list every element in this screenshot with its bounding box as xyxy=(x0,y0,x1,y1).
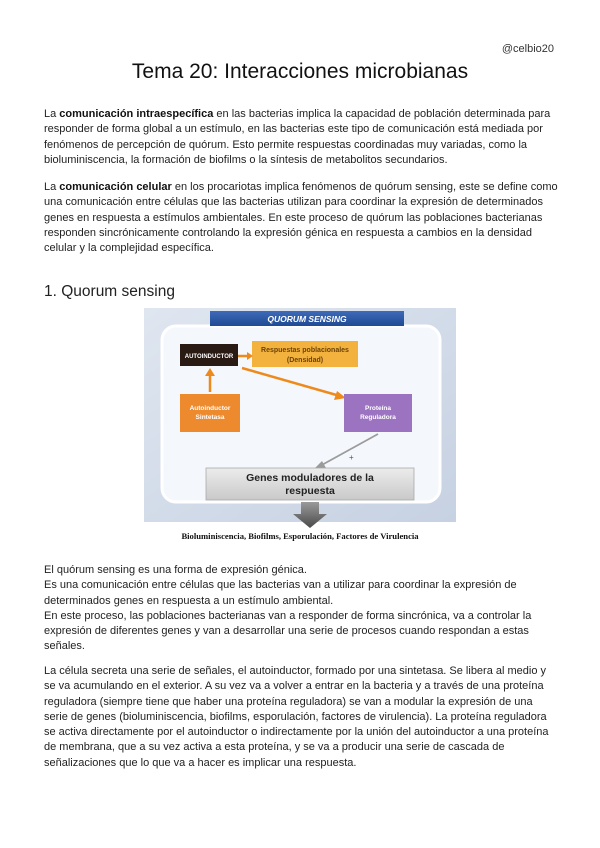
proteina-label-1: Proteína xyxy=(364,405,392,412)
proteina-label-2: Reguladora xyxy=(360,414,396,421)
autoinductor-label: AUTOINDUCTOR xyxy=(184,354,234,360)
term-cellular: comunicación celular xyxy=(59,181,172,193)
body-paragraph-4: La célula secreta una serie de señales, el autoinductor, formado por una sintetasa. Se libera al medio y se va acumulando en el exterior. A su vez va a volver a entrar en la bacteria y a través de una proteína reguladora (siempre tiene que haber una proteína reguladora) se van a modular la expresión de una serie de genes (bioluminiscencia, biofilms, esporulación, factores de virulencia). La proteína reguladora se activa directamente por el autoinductor o indirectamente por la unión del autoinductor a una proteína de membrana, que a su vez activa a esta proteína, y se va a producir una serie de cascada de señalizaciones que lo que va a hacer es implicar una respuesta. xyxy=(44,665,549,769)
intro-paragraph-1: La comunicación intraespecífica en las bacterias implica la capacidad de población determinada para responder de forma global a un estímulo, en las bacterias este tipo de comunicación está mediada por fenómenos de percepción de quórum. Esto permite respuestas coordinadas muy variadas, como la bioluminiscencia, la formación de biofilms o la síntesis de metabolitos secundarios. xyxy=(44,108,551,166)
sintetasa-label-1: Autoinductor xyxy=(189,405,231,412)
genes-label-2: respuesta xyxy=(285,485,335,497)
quorum-sensing-diagram xyxy=(144,308,456,544)
genes-label-1: Genes moduladores de la xyxy=(246,472,374,484)
proteina-box xyxy=(344,394,412,432)
page-title: Tema 20: Interacciones microbianas xyxy=(131,60,469,83)
section-heading-quorum: 1. Quorum sensing xyxy=(44,283,175,300)
p3-line-2: Es una comunicación entre células que las bacterias van a utilizar para coordinar la expresión de determinados genes en respuesta a un estímulo ambiental. xyxy=(44,579,517,607)
banner-label: QUORUM SENSING xyxy=(267,314,347,324)
respuestas-label-2: (Densidad) xyxy=(286,357,324,364)
p3-line-3: En este proceso, las poblaciones bacterianas van a responder de forma sincrónica, va a controlar la expresión de diferentes genes y van a desarrollar una serie de procesos cuando respondan a estas señales. xyxy=(44,609,532,653)
term-intraspecific: comunicación intraespecífica xyxy=(59,108,214,120)
sintetasa-box xyxy=(180,394,240,432)
plus-sign: + xyxy=(349,453,354,462)
respuestas-label-1: Respuestas poblacionales xyxy=(261,347,349,354)
intro-paragraph-2: La comunicación celular en los procariotas implica fenómenos de quórum sensing, este se define como una comunicación entre células que las bacterias utilizan para coordinar la expresión de determinados genes en respuesta a estímulos ambientales. En este proceso de quórum las poblaciones bacterianas responden sincrónicamente controlando la expresión génica en respuesta a cambios en la densidad celular y la complejidad específica. xyxy=(44,181,558,255)
body-paragraph-3 xyxy=(44,563,559,655)
p3-line-1: El quórum sensing es una forma de expresión génica. xyxy=(44,564,307,576)
figure-caption: Bioluminiscencia, Biofilms, Esporulación, Factores de Virulencia xyxy=(181,531,419,541)
sintetasa-label-2: Sintetasa xyxy=(195,414,225,421)
author-handle: @celbio20 xyxy=(501,43,554,55)
